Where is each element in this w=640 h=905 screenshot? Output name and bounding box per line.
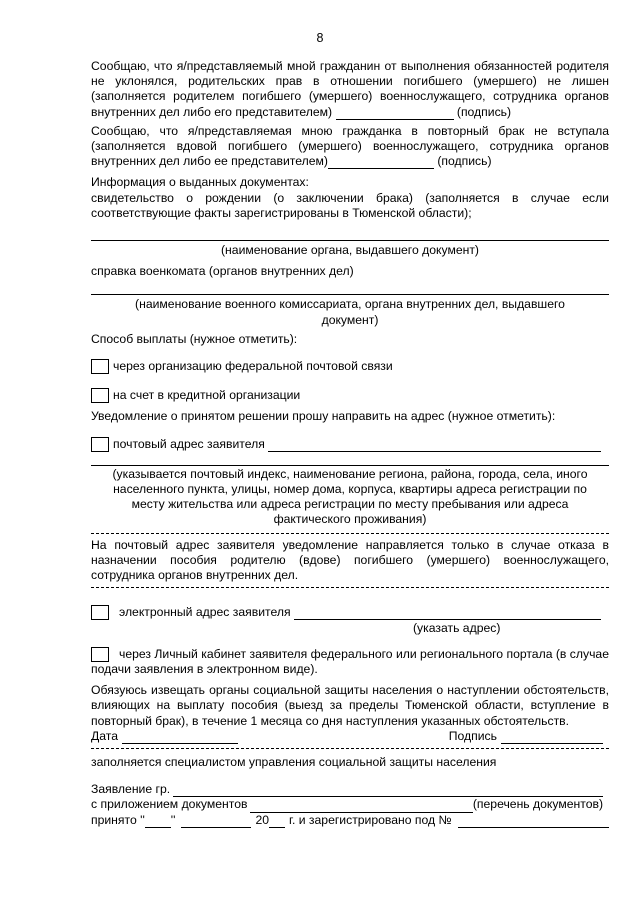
notify-postal-checkbox[interactable]: [91, 437, 109, 452]
notify-email-hint: (указать адрес): [413, 621, 501, 636]
notify-email-checkbox[interactable]: [91, 605, 109, 620]
widow-signature-line[interactable]: [328, 156, 434, 169]
parent-statement: [91, 59, 609, 120]
payment-post-option[interactable]: [91, 359, 609, 374]
accepted-label: принято '': [91, 812, 145, 827]
notify-email-line[interactable]: [294, 607, 601, 620]
attachments-line[interactable]: [250, 800, 472, 813]
docs-heading: Информация о выданных документах:: [91, 175, 309, 190]
notify-portal-label: через Личный кабинет заявителя федерального или регионального портала (в случае подачи заявления в электронном виде).: [91, 646, 609, 676]
attachments-hint: (перечень документов): [472, 797, 603, 812]
widow-statement: [91, 124, 609, 170]
divider-3: [91, 748, 609, 749]
notify-email-option[interactable]: [91, 605, 601, 620]
notify-portal-checkbox[interactable]: [91, 647, 109, 662]
attachments-row[interactable]: [91, 797, 603, 812]
docs-military-text: справка военкомата (органов внутренних дел): [91, 264, 354, 279]
notify-postal-line-2[interactable]: [91, 464, 609, 466]
widow-signature-label: (подпись): [437, 154, 492, 169]
payment-bank-option[interactable]: [91, 388, 609, 403]
notify-heading: Уведомление о принятом решении прошу направить на адрес (нужное отметить):: [91, 409, 556, 424]
accepted-registered-label: г. и зарегистрировано под №: [289, 812, 452, 827]
divider-2: [91, 587, 609, 588]
page-number: 8: [316, 31, 324, 45]
date-line[interactable]: [122, 731, 238, 744]
form-content: [91, 59, 609, 828]
date-label: Дата: [91, 728, 118, 743]
payment-bank-label: на счет в кредитной организации: [113, 388, 301, 403]
sign-field[interactable]: [449, 729, 603, 744]
date-sign-row: [91, 729, 603, 744]
application-line[interactable]: [173, 784, 603, 797]
parent-statement-text: Сообщаю, что я/представляемый мной гражданин от выполнения обязанностей родителя не уклонялся, родительских прав в отношении погибшего (умершего) не лишен (заполняется родителем погибшего (умершего) военнослужащего, сотрудника органов внутренних дел либо его представителем): [91, 59, 609, 119]
sign-label: Подпись: [448, 728, 497, 743]
accepted-month-line[interactable]: [181, 815, 251, 828]
docs-birth-text: свидетельство о рождении (о заключении брака) (заполняется в случае если соответствующие факты зарегистрированы в Тюменской области);: [91, 190, 609, 220]
docs-birth-line[interactable]: [91, 239, 609, 241]
divider-1: [91, 533, 609, 534]
notify-postal-option[interactable]: [91, 437, 601, 452]
accepted-year-line[interactable]: [269, 815, 285, 828]
notify-portal-option[interactable]: [91, 647, 609, 677]
parent-signature-line[interactable]: [336, 107, 454, 120]
docs-military-line[interactable]: [91, 293, 609, 295]
attachments-label: с приложением документов: [91, 797, 248, 812]
payment-heading: Способ выплаты (нужное отметить):: [91, 331, 298, 346]
docs-birth-hint: (наименование органа, выдавшего документ): [221, 243, 479, 258]
payment-post-checkbox[interactable]: [91, 359, 109, 374]
accepted-day-line[interactable]: [145, 815, 171, 828]
sign-line[interactable]: [501, 731, 603, 744]
notify-email-label: электронный адрес заявителя: [119, 605, 291, 620]
specialist-heading: заполняется специалистом управления социальной защиты населения: [91, 754, 497, 769]
accepted-row[interactable]: [91, 813, 609, 828]
accepted-number-line[interactable]: [458, 815, 609, 828]
date-field[interactable]: [91, 729, 238, 744]
docs-military-hint: (наименование военного комиссариата, органа внутренних дел, выдавшего документ): [135, 297, 565, 327]
accepted-year-prefix: 20: [255, 812, 269, 827]
parent-signature-label: (подпись): [456, 104, 512, 119]
notify-postal-line[interactable]: [268, 439, 601, 452]
payment-bank-checkbox[interactable]: [91, 388, 109, 403]
notify-postal-label: почтовый адрес заявителя: [113, 436, 265, 451]
widow-statement-text: Сообщаю, что я/представляемая мною гражданка в повторный брак не вступала (заполняется вдовой погибшего (умершего) военнослужащего, сотрудника органов внутренних дел либо ее представителем): [91, 123, 609, 169]
notify-postal-hint: (указывается почтовый индекс, наименование региона, района, города, села, иного населенного пункта, улицы, номер дома, корпуса, квартиры адреса регистрации по месту жительства или адреса регистрации по месту пребывания или адреса фактического проживания): [112, 466, 588, 527]
notify-postal-note: На почтовый адрес заявителя уведомление направляется только в случае отказа в назначении пособия родителю (вдове) погибшего (умершего) военнослужащего, сотрудника органов внутренних дел.: [91, 537, 609, 583]
application-row[interactable]: [91, 782, 603, 797]
accepted-quote: '': [170, 812, 176, 827]
obligation-text: Обязуюсь извещать органы социальной защиты населения о наступлении обстоятельств, влияющих на выплату пособия (выезд за пределы Тюменской области, вступление в повторный брак), в течение 1 месяца со дня наступления указанных обстоятельств.: [91, 683, 609, 728]
payment-post-label: через организацию федеральной почтовой связи: [113, 359, 393, 374]
application-label: Заявление гр.: [91, 782, 171, 797]
